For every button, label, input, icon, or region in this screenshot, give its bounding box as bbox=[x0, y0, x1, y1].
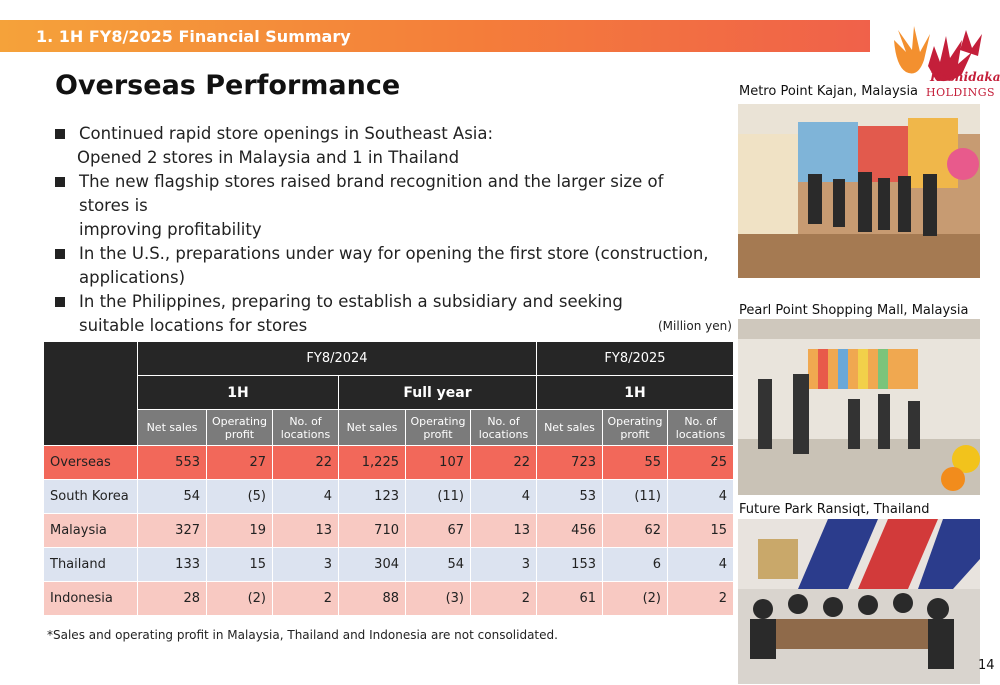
bullet-text: Continued rapid store openings in Southeast Asia: bbox=[79, 124, 494, 143]
column-header: Net sales bbox=[138, 410, 207, 446]
square-bullet-icon bbox=[55, 249, 65, 259]
table-cell: 55 bbox=[603, 446, 668, 480]
table-cell: (5) bbox=[207, 480, 273, 514]
square-bullet-icon bbox=[55, 297, 65, 307]
table-cell: (2) bbox=[603, 582, 668, 616]
table-cell: 13 bbox=[273, 514, 339, 548]
bullet-text: In the U.S., preparations under way for opening the first store (construction, bbox=[79, 244, 709, 263]
column-header: No. of locations bbox=[273, 410, 339, 446]
square-bullet-icon bbox=[55, 129, 65, 139]
subperiod-header: 1H bbox=[138, 376, 339, 410]
table-cell: 22 bbox=[273, 446, 339, 480]
table-cell: 25 bbox=[668, 446, 734, 480]
store-photo-future-park bbox=[738, 519, 980, 684]
table-cell: 2 bbox=[471, 582, 537, 616]
bullet-text: In the Philippines, preparing to establish a subsidiary and seeking bbox=[79, 292, 623, 311]
table-cell: 107 bbox=[406, 446, 471, 480]
unit-note: (Million yen) bbox=[658, 319, 732, 333]
square-bullet-icon bbox=[55, 177, 65, 187]
table-cell: 54 bbox=[138, 480, 207, 514]
table-cell: 15 bbox=[668, 514, 734, 548]
table-cell: 4 bbox=[471, 480, 537, 514]
photo-caption: Pearl Point Shopping Mall, Malaysia bbox=[739, 303, 969, 318]
table-cell: 327 bbox=[138, 514, 207, 548]
table-row-indonesia bbox=[44, 582, 734, 616]
column-header: Operating profit bbox=[207, 410, 273, 446]
bullet-subtext: Opened 2 stores in Malaysia and 1 in Thailand bbox=[77, 148, 460, 167]
overseas-performance-table bbox=[43, 341, 734, 616]
photo-caption: Future Park Ransiqt, Thailand bbox=[739, 502, 930, 517]
table-cell: 4 bbox=[273, 480, 339, 514]
column-header: No. of locations bbox=[668, 410, 734, 446]
page-title: Overseas Performance bbox=[55, 70, 401, 101]
table-cell: 153 bbox=[537, 548, 603, 582]
table-cell: 54 bbox=[406, 548, 471, 582]
bullet-text: improving profitability bbox=[79, 220, 262, 239]
row-label: Indonesia bbox=[44, 582, 138, 616]
logo-sub-text: HOLDINGS bbox=[926, 86, 996, 99]
subperiod-header: 1H bbox=[537, 376, 734, 410]
table-cell: 3 bbox=[471, 548, 537, 582]
table-cell: 27 bbox=[207, 446, 273, 480]
table-cell: 2 bbox=[668, 582, 734, 616]
table-cell: 4 bbox=[668, 480, 734, 514]
bullet-item bbox=[55, 290, 715, 338]
table-row-malaysia bbox=[44, 514, 734, 548]
row-label: Thailand bbox=[44, 548, 138, 582]
column-header: Net sales bbox=[537, 410, 603, 446]
table-cell: 53 bbox=[537, 480, 603, 514]
table-cell: 13 bbox=[471, 514, 537, 548]
table-cell: 22 bbox=[471, 446, 537, 480]
table-cell: 28 bbox=[138, 582, 207, 616]
table-cell: 4 bbox=[668, 548, 734, 582]
row-label: South Korea bbox=[44, 480, 138, 514]
table-cell: (11) bbox=[603, 480, 668, 514]
table-row-thailand bbox=[44, 548, 734, 582]
table-cell: 88 bbox=[339, 582, 406, 616]
column-header: Operating profit bbox=[406, 410, 471, 446]
period-header: FY8/2024 bbox=[138, 342, 537, 376]
bullet-item bbox=[55, 170, 715, 242]
table-cell: (11) bbox=[406, 480, 471, 514]
table-cell: 553 bbox=[138, 446, 207, 480]
logo-brand-text: Koshidaka bbox=[930, 70, 1000, 84]
column-header: No. of locations bbox=[471, 410, 537, 446]
table-cell: 19 bbox=[207, 514, 273, 548]
bullet-item bbox=[55, 242, 715, 290]
bullet-text: suitable locations for stores bbox=[79, 316, 308, 335]
table-cell: 15 bbox=[207, 548, 273, 582]
table-cell: 133 bbox=[138, 548, 207, 582]
table-cell: 304 bbox=[339, 548, 406, 582]
table-cell: 61 bbox=[537, 582, 603, 616]
column-header: Net sales bbox=[339, 410, 406, 446]
page-number: 14 bbox=[978, 658, 995, 673]
subperiod-header: Full year bbox=[339, 376, 537, 410]
table-cell: 62 bbox=[603, 514, 668, 548]
store-photo-pearl-point bbox=[738, 319, 980, 495]
table-cell: 723 bbox=[537, 446, 603, 480]
table-row-overseas bbox=[44, 446, 734, 480]
bullet-item bbox=[55, 122, 715, 146]
table-cell: 3 bbox=[273, 548, 339, 582]
table-cell: 123 bbox=[339, 480, 406, 514]
table-corner-cell bbox=[44, 342, 138, 446]
bullet-text: The new flagship stores raised brand recognition and the larger size of stores is bbox=[79, 172, 664, 215]
table-cell: (2) bbox=[207, 582, 273, 616]
table-cell: 456 bbox=[537, 514, 603, 548]
bullet-list bbox=[55, 122, 715, 338]
table-row-south-korea bbox=[44, 480, 734, 514]
table-cell: (3) bbox=[406, 582, 471, 616]
table-cell: 67 bbox=[406, 514, 471, 548]
table-cell: 6 bbox=[603, 548, 668, 582]
footnote: *Sales and operating profit in Malaysia, Thailand and Indonesia are not consolidated. bbox=[47, 628, 558, 642]
store-photo-kajan bbox=[738, 104, 980, 278]
column-header: Operating profit bbox=[603, 410, 668, 446]
row-label: Overseas bbox=[44, 446, 138, 480]
table-cell: 2 bbox=[273, 582, 339, 616]
section-title: 1. 1H FY8/2025 Financial Summary bbox=[36, 27, 351, 46]
table-cell: 1,225 bbox=[339, 446, 406, 480]
period-header: FY8/2025 bbox=[537, 342, 734, 376]
row-label: Malaysia bbox=[44, 514, 138, 548]
photo-caption: Metro Point Kajan, Malaysia bbox=[739, 84, 919, 99]
table-cell: 710 bbox=[339, 514, 406, 548]
bullet-text: applications) bbox=[79, 268, 186, 287]
